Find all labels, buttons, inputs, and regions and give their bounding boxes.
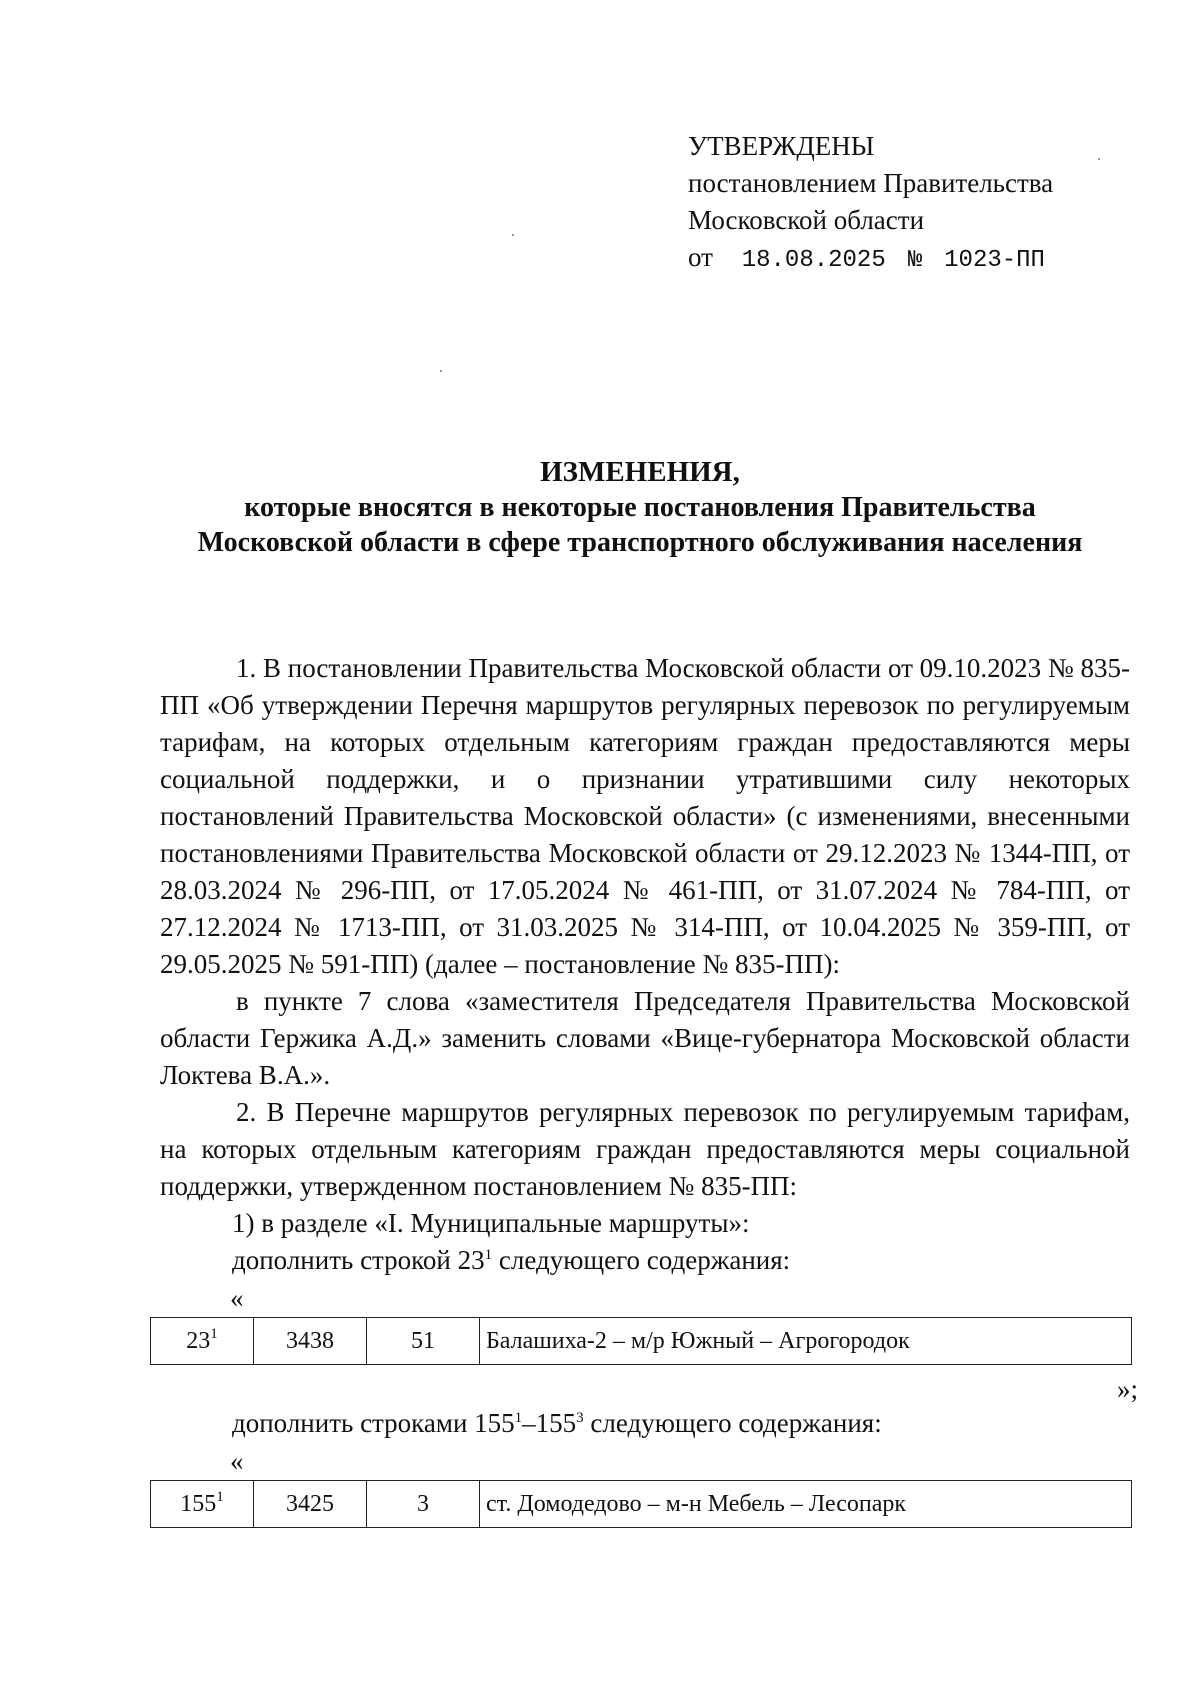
approval-line-2: Московской области [688,205,925,235]
route-table-1 [150,1317,1132,1365]
paragraph-1: 1. В постановлении Правительства Московской области от 09.10.2023 № 835-ПП «Об утверждении Перечня маршрутов регулярных перевозок по регулируемым тарифам, на которых отдельным категориям граждан предоставляются меры социальной поддержки, и о признании утратившими силу некоторых постановлений Правительства Московской области» (с изменениями, внесенными постановлениями Правительства Московской области от 29.12.2023 № 1344-ПП, от 28.03.2024 № 296-ПП, от 17.05.2024 № 461-ПП, от 31.07.2024 № 784-ПП, от 27.12.2024 № 1713-ПП, от 31.03.2025 № 314-ПП, от 10.04.2025 № 359-ПП, от 29.05.2025 № 591-ПП) (далее – постановление № 835-ПП): [160,653,1130,979]
row-number-cell: $23^1$ [151,1318,254,1365]
paragraph-2: в пункте 7 слова «заместителя Председателя Правительства Московской области Гержика А.Д.» заменить словами «Вице-губернатора Московской области Локтева В.А.». [160,986,1130,1090]
approval-date-line [688,239,1053,279]
title-sub-1: которые вносятся в некоторые постановления Правительства [244,492,1036,523]
document-body [160,650,1138,1528]
approval-number-sign: № [907,247,923,274]
title-main: ИЗМЕНЕНИЯ, [540,456,740,488]
route-name-cell: ст. Домодедово – м-н Мебель – Лесопарк [480,1481,1132,1528]
scan-speck [440,370,442,372]
quote-open-1: « [230,1283,244,1313]
approval-number: 1023-ПП [944,247,1045,274]
approval-date-prefix: от [688,242,713,272]
paragraph-4: 1) в разделе «I. Муниципальные маршруты»: [232,1208,750,1238]
route-name-cell: Балашиха-2 – м/р Южный – Агрогородок [480,1318,1132,1365]
table-row [151,1481,1132,1528]
scan-speck [512,234,514,236]
approval-date: 18.08.2025 [741,247,886,274]
paragraph-3: 2. В Перечне маршрутов регулярных перевозок по регулируемым тарифам, на которых отдельным категориям граждан предоставляются меры социальной поддержки, утвержденном постановлением № 835-ПП: [160,1097,1130,1201]
approval-line-1: постановлением Правительства [688,168,1054,198]
route-number-cell: 51 [367,1318,480,1365]
quote-close-1: »; [1116,1374,1138,1404]
quote-open-2: « [230,1446,244,1476]
registry-number-cell: 3425 [254,1481,367,1528]
approval-block [688,128,1053,279]
scan-speck [1098,158,1100,160]
table-row [151,1318,1132,1365]
row-number-cell: $155^1$ [151,1481,254,1528]
add-row-instruction-1: дополнить строкой $23^1$ следующего содержания: [232,1245,791,1275]
add-row-instruction-2: дополнить строками $155^1-155^3$ следующего содержания: [232,1408,882,1438]
approval-heading: УТВЕРЖДЕНЫ [688,131,875,161]
title-sub-2: Московской области в сфере транспортного обслуживания населения [197,527,1083,558]
route-number-cell: 3 [367,1481,480,1528]
document-title [160,455,1120,560]
registry-number-cell: 3438 [254,1318,367,1365]
route-table-2 [150,1480,1132,1528]
